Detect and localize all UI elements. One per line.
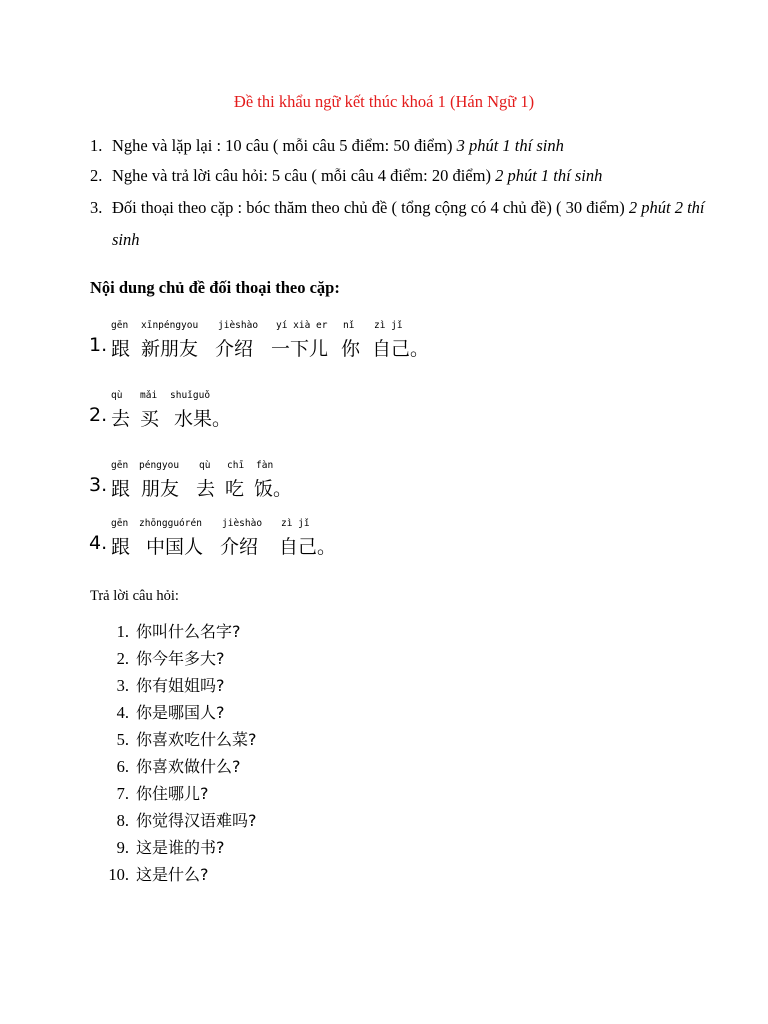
pinyin: qù [199,460,211,471]
pinyin: yí xià er [276,320,328,331]
question-text: 你叫什么名字? [136,622,241,641]
question-item [102,780,402,807]
question-item [102,861,402,888]
question-number: 4. [116,703,129,722]
pinyin: jièshào [222,518,263,529]
question-item [102,834,402,861]
hanzi: 饭。 [254,478,293,500]
question-text: 你喜欢做什么? [136,757,241,776]
pinyin: jièshào [218,320,259,331]
pinyin: gēn [111,460,129,471]
hanzi: 买 [140,408,160,430]
rule-text: Nghe và lặp lại : 10 câu ( mỗi câu 5 điểm: 50 điểm) [112,136,457,155]
pinyin: gēn [111,518,129,529]
hanzi: 跟 [111,338,131,360]
document-title: Đề thi khẩu ngữ kết thúc khoá 1 (Hán Ngữ 1) [233,92,535,111]
rule-item-3 [90,192,730,256]
question-text: 这是谁的书? [136,838,225,857]
rule-item-1 [90,130,730,162]
pinyin: xīnpéngyou [141,320,199,331]
question-item [102,672,402,699]
question-number: 9. [116,838,129,857]
question-item [102,753,402,780]
pinyin: zhōngguórén [139,518,202,529]
dialogue-heading: Nội dung chủ đề đối thoại theo cặp: [90,278,340,297]
question-number: 5. [116,730,129,749]
question-number: 6. [116,757,129,776]
rule-note: 2 phút 2 thí sinh [112,198,705,249]
question-number: 2. [116,649,129,668]
question-text: 你今年多大? [136,649,225,668]
hanzi: 跟 [111,478,131,500]
pinyin: gēn [111,320,129,331]
question-item [102,618,402,645]
question-text: 你喜欢吃什么菜? [136,730,257,749]
pinyin: mǎi [140,390,158,401]
question-text: 你觉得汉语难吗? [136,811,257,830]
pinyin: zì jǐ [281,518,310,529]
pinyin: zì jǐ [374,320,403,331]
rule-note: 3 phút 1 thí sinh [456,136,564,155]
question-text: 你是哪国人? [136,703,225,722]
rule-text: Nghe và trả lời câu hỏi: 5 câu ( mỗi câu 4 điểm: 20 điểm) [112,166,496,185]
pinyin: fàn [256,460,274,471]
hanzi: 朋友 [141,478,180,500]
questions-heading: Trả lời câu hỏi: [90,588,179,604]
pinyin: péngyou [139,460,180,471]
hanzi: 跟 [111,536,131,558]
dialogue-number: 1. [89,334,108,356]
hanzi: 新朋友 [141,338,199,360]
rule-note: 2 phút 1 thí sinh [495,166,603,185]
dialogue-number: 4. [89,532,108,554]
hanzi: 吃 [225,478,245,500]
rule-number: 1. [90,136,103,155]
hanzi: 自己。 [372,338,430,360]
question-number: 7. [116,784,129,803]
rule-number: 2. [90,166,103,185]
hanzi: 介绍 [220,536,259,558]
dialogue-number: 3. [89,474,108,496]
question-number: 8. [116,811,129,830]
question-text: 你有姐姐吗? [136,676,225,695]
pinyin: chī [227,460,245,471]
hanzi: 自己。 [279,536,337,558]
question-text: 你住哪儿? [136,784,209,803]
hanzi: 水果。 [174,408,232,430]
dialogue-number: 2. [89,404,108,426]
question-number: 1. [116,622,129,641]
question-item [102,726,402,753]
question-item [102,645,402,672]
hanzi: 去 [196,478,216,500]
question-text: 这是什么? [136,865,209,884]
rule-text: Đối thoại theo cặp : bóc thăm theo chủ đề ( tổng cộng có 4 chủ đề) ( 30 điểm) [112,198,629,217]
hanzi: 一下儿 [271,338,329,360]
pinyin: shuǐguǒ [170,390,211,401]
hanzi: 你 [341,338,361,360]
rule-item-2 [90,160,730,192]
pinyin: nǐ [343,320,355,331]
question-item [102,699,402,726]
question-number: 10. [108,865,129,884]
hanzi: 介绍 [215,338,254,360]
hanzi: 去 [111,408,131,430]
question-number: 3. [116,676,129,695]
rule-number: 3. [90,198,103,217]
hanzi: 中国人 [146,536,204,558]
pinyin: qù [111,390,123,401]
question-item [102,807,402,834]
